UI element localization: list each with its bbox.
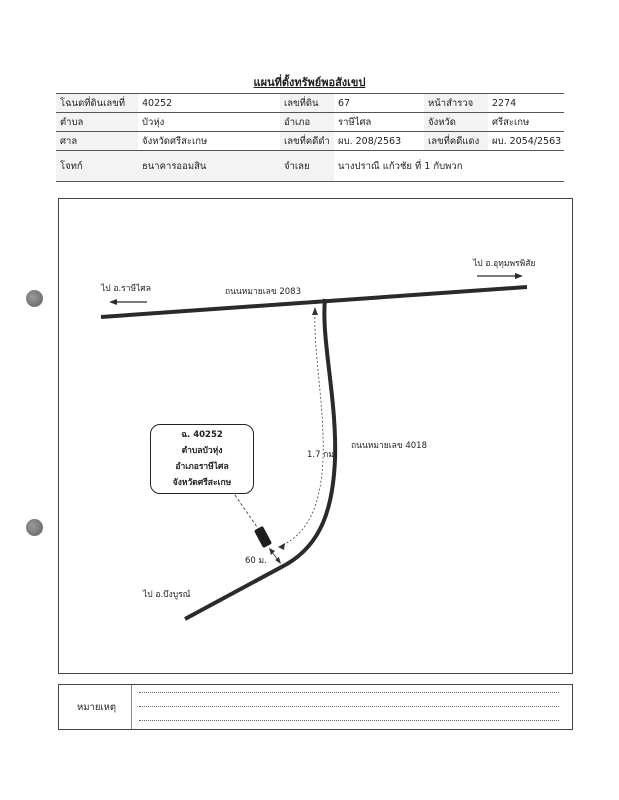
label-to-bueng-bun: ไป อ.บึงบูรณ์ xyxy=(143,590,191,600)
land-no-value: 67 xyxy=(334,94,424,113)
remarks-line-2 xyxy=(139,706,559,707)
dimension-arrow-icon xyxy=(269,548,275,555)
amphoe-value: ราษีไศล xyxy=(334,113,424,132)
court-value: จังหวัดศรีสะเกษ xyxy=(138,132,280,151)
property-info-table xyxy=(56,93,564,182)
callout-deed: ฉ. 40252 xyxy=(181,430,223,440)
red-case-value: ผบ. 2054/2563 xyxy=(488,132,564,151)
survey-page-label: หน้าสำรวจ xyxy=(424,94,488,113)
plaintiff-value: ธนาคารออมสิน xyxy=(138,151,280,182)
label-distance-m: 60 ม. xyxy=(245,556,267,566)
black-case-value: ผบ. 208/2563 xyxy=(334,132,424,151)
arrow-right-icon xyxy=(515,273,523,279)
court-label: ศาล xyxy=(56,132,138,151)
red-case-label: เลขที่คดีแดง xyxy=(424,132,488,151)
defendant-label: จำเลย xyxy=(280,151,334,182)
location-map xyxy=(58,198,573,674)
punch-hole-top xyxy=(26,290,43,307)
deed-no-label: โฉนดที่ดินเลขที่ xyxy=(56,94,138,113)
tambon-value: บัวหุ่ง xyxy=(138,113,280,132)
dotted-arrow-head-icon xyxy=(312,307,318,315)
callout-province: จังหวัดศรีสะเกษ xyxy=(172,478,232,488)
deed-no-value: 40252 xyxy=(138,94,280,113)
punch-hole-bottom xyxy=(26,519,43,536)
distance-dotted-line xyxy=(279,309,323,547)
table-row xyxy=(56,113,564,132)
table-row xyxy=(56,151,564,182)
page-title: แผนที่ตั้งทรัพย์พอสังเขป xyxy=(253,76,366,89)
black-case-label: เลขที่คดีดำ xyxy=(280,132,334,151)
dimension-arrow-icon xyxy=(275,557,281,564)
remarks-divider xyxy=(131,685,132,729)
tambon-label: ตำบล xyxy=(56,113,138,132)
province-value: ศรีสะเกษ xyxy=(488,113,564,132)
label-to-uthumphon: ไป อ.อุทุมพรพิสัย xyxy=(473,259,536,269)
remarks-line-1 xyxy=(139,692,559,693)
callout-tambon: ตำบลบัวหุ่ง xyxy=(181,446,223,456)
property-callout xyxy=(150,424,254,494)
plaintiff-label: โจทก์ xyxy=(56,151,138,182)
label-distance-km: 1.7 กม. xyxy=(307,450,337,460)
label-to-rasi-salai: ไป อ.ราษีไศล xyxy=(101,284,151,294)
remarks-label: หมายเหตุ xyxy=(77,702,117,713)
map-drawing xyxy=(59,199,574,675)
table-row xyxy=(56,132,564,151)
callout-leader-line xyxy=(235,495,257,527)
arrow-left-icon xyxy=(109,299,117,305)
label-road-4018: ถนนหมายเลข 4018 xyxy=(351,441,427,451)
defendant-value: นางปราณี แก้วชัย ที่ 1 กับพวก xyxy=(334,151,564,182)
dotted-arrow-head-icon xyxy=(278,543,285,550)
label-road-2083: ถนนหมายเลข 2083 xyxy=(225,287,301,297)
land-no-label: เลขที่ดิน xyxy=(280,94,334,113)
property-marker-icon xyxy=(254,526,272,548)
callout-amphoe: อำเภอราษีไศล xyxy=(175,462,229,472)
remarks-line-3 xyxy=(139,720,559,721)
remarks-box xyxy=(58,684,573,730)
amphoe-label: อำเภอ xyxy=(280,113,334,132)
survey-page-value: 2274 xyxy=(488,94,564,113)
province-label: จังหวัด xyxy=(424,113,488,132)
table-row xyxy=(56,94,564,113)
